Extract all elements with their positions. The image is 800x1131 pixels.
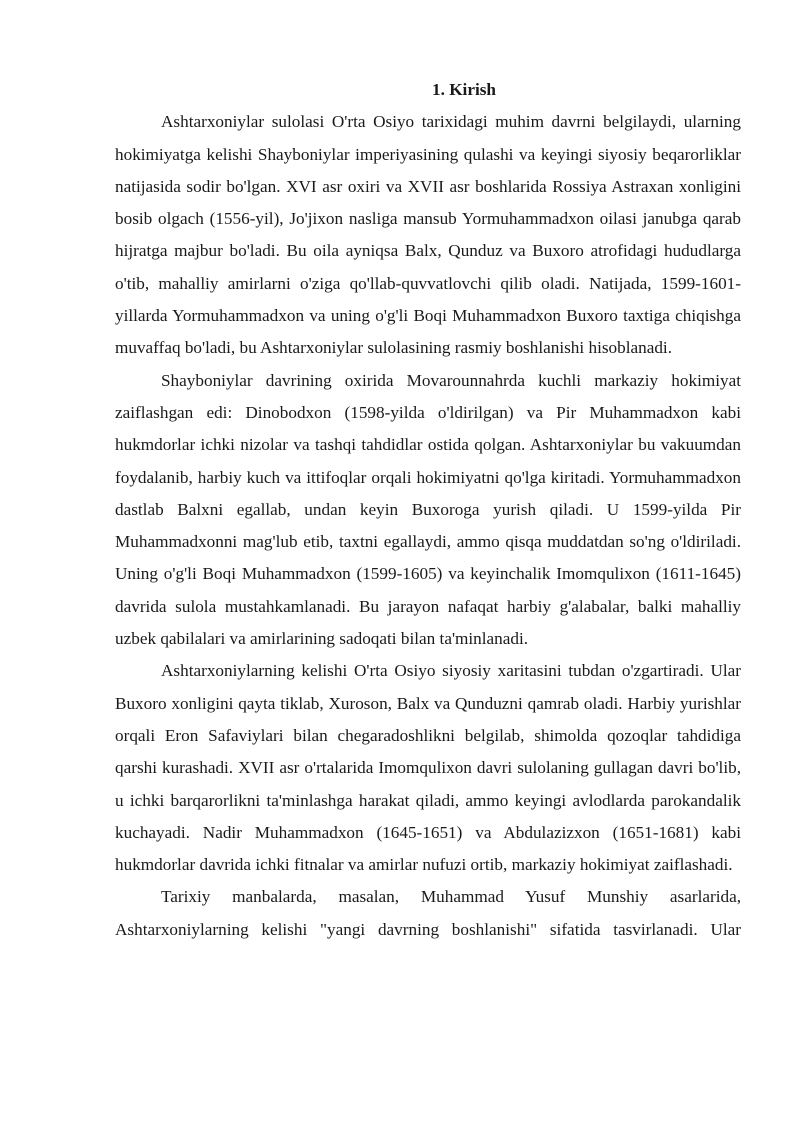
paragraph-4: Tarixiy manbalarda, masalan, Muhammad Yusuf Munshiy asarlarida, Ashtarxoniylarning kelishi "yangi davrning boshlanishi" sifatida tasvirlanadi. Ular (115, 887, 741, 939)
paragraph-1: Ashtarxoniylar sulolasi O'rta Osiyo tarixidagi muhim davrni belgilaydi, ularning hokimiyatga kelishi Shayboniylar imperiyasining qulashi va keyingi siyosiy beqarorliklar natijasida sodir bo'lgan. XVI asr oxiri va XVII asr boshlarida Rossiya Astraxan xonligini bosib olgach (1556-yil), Jo'jixon nasliga mansub Yormuhammadxon oilasi janubga qarab hijratga majbur bo'ladi. Bu oila ayniqsa Balx, Qunduz va Buxoro atrofidagi hududlarga o'tib, mahalliy amirlarni o'ziga qo'llab-quvvatlovchi qilib oladi. Natijada, 1599-1601-yillarda Yormuhammadxon va uning o'g'li Boqi Muhammadxon Buxoro taxtiga chiqishga muvaffaq bo'ladi, bu Ashtarxoniylar sulolasining rasmiy boshlanishi hisoblanadi. (115, 112, 741, 358)
paragraph-2: Shayboniylar davrining oxirida Movarounnahrda kuchli markaziy hokimiyat zaiflashgan edi: Dinobodxon (1598-yilda o'ldirilgan) va Pir Muhammadxon kabi hukmdorlar ichki nizolar va tashqi tahdidlar ostida qolgan. Ashtarxoniylar bu vakuumdan foydalanib, harbiy kuch va ittifoqlar orqali hokimiyatni qo'lga kiritadi. Yormuhammadxon dastlab Balxni egallab, undan keyin Buxoroga yurish qiladi. U 1599-yilda Pir Muhammadxonni mag'lub etib, taxtni egallaydi, ammo qisqa muddatdan so'ng o'ldiriladi. Uning o'g'li Boqi Muhammadxon (1599-1605) va keyinchalik Imomqulixon (1611-1645) davrida sulola mustahkamlanadi. Bu jarayon nafaqat harbiy g'alabalar, balki mahalliy uzbek qabilalari va amirlarining sadoqati bilan ta'minlanadi. (115, 370, 741, 649)
section-heading: 1. Kirish (432, 80, 496, 99)
paragraph-3: Ashtarxoniylarning kelishi O'rta Osiyo siyosiy xaritasini tubdan o'zgartiradi. Ular Buxoro xonligini qayta tiklab, Xuroson, Balx va Qunduzni qamrab oladi. Harbiy yurishlar orqali Eron Safaviylari bilan chegaradoshlikni belgilab, shimolda qozoqlar tahdidiga qarshi kurashadi. XVII asr o'rtalarida Imomqulixon davri sulolaning gullagan davri bo'lib, u ichki barqarorlikni ta'minlashga harakat qiladi, ammo keyingi avlodlarda parokandalik kuchayadi. Nadir Muhammadxon (1645-1651) va Abdulazizxon (1651-1681) kabi hukmdorlar davrida ichki fitnalar va amirlar nufuzi ortib, markaziy hokimiyat zaiflashadi. (115, 661, 741, 875)
document-page (115, 74, 741, 946)
